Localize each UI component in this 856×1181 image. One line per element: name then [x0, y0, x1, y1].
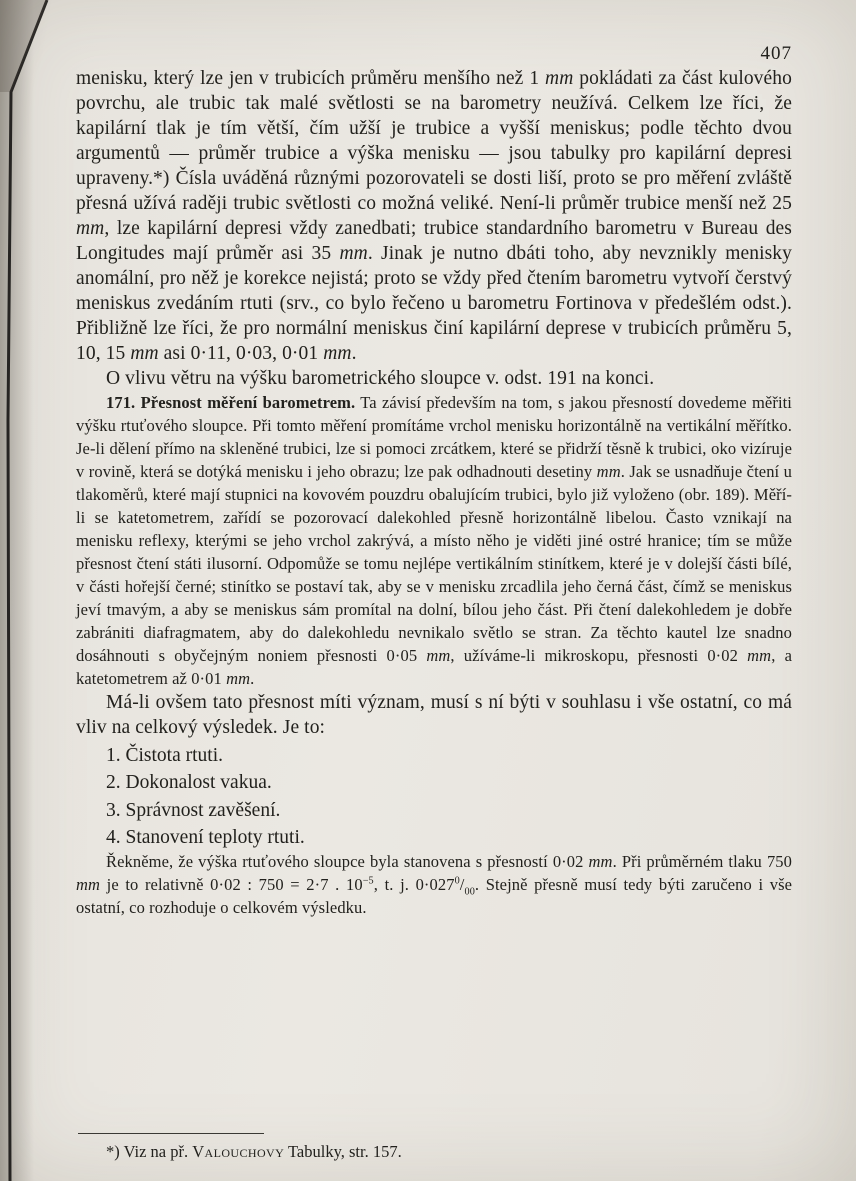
section-171-paragraph: 171. Přesnost měření barometrem. Ta závisí především na tom, s jakou přesností dovedeme měřiti výšku rtuťového sloupce. Při tomto měření promítáme vrchol menisku horizontálně na vertikální měřítko. Je-li dělení přímo na skleněné trubici, lze si pomoci zrcátkem, které se přidrží těsně k trubici, oko vizíruje v rovině, která se dotýká menisku i jeho obrazu; lze pak odhadnouti desetiny mm. Jak se usnadňuje čtení u tlakoměrů, které mají stupnici na kovovém pouzdru obalujícím trubici, bylo již vyloženo (obr. 189). Měří-li se katetometrem, zařídí se pozorovací dalekohled přesně horizontálně libelou. Často vznikají na menisku reflexy, kterými se jeho vrchol zakrývá, a místo něho je viděti jiné ostré hranice; tím se může přesnost čtení státi ilusorní. Odpomůže se tomu nejlépe vertikálním stinítkem, které je v dolejší části bílé, v části hořejší černé; stinítko se postaví tak, aby se v menisku zrcadlila jeho černá část, čímž se meniskus jeví tmavým, a aby se meniskus sám promítal na dolní, bílou jeho část. Při čtení dalekohledem je dobře zabrániti diafragmatem, aby do dalekohledu nevnikalo světlo se stran. Za těchto kautel lze snadno dosáhnouti s obyčejným noniem přesnosti 0·05 mm, užíváme-li mikroskopu, přesnosti 0·02 mm, a katetometrem až 0·01 mm.	[76, 393, 792, 688]
paragraph-precision-intro: Má-li ovšem tato přesnost míti význam, musí s ní býti v souhlasu i vše ostatní, co má vliv na celkový výsledek. Je to:	[76, 692, 792, 738]
condition-item-2: 2. Dokonalost vakua.	[106, 772, 272, 793]
condition-item-4: 4. Stanovení teploty rtuti.	[106, 827, 305, 848]
page-number: 407	[760, 43, 792, 64]
paragraph-capillary-depression: menisku, který lze jen v trubicích průměru menšího než 1 mm pokládati za část kulového povrchu, ale trubic tak malé světlosti se na barometry neužívá. Celkem lze říci, že kapilární tlak je tím větší, čím užší je trubice a vyšší meniskus; podle těchto dvou argumentů — průměr trubice a výška menisku — jsou tabulky pro kapilární depresi upraveny.*) Čísla uváděná různými pozorovateli se dosti liší, proto se pro měření zvláště přesná užívá raději trubic světlosti co možná veliké. Není-li průměr trubice menší než 25 mm, lze kapilární depresi vždy zanedbati; trubice standardního barometru v Bureau des Longitudes mají průměr asi 35 mm. Jinak je nutno dbáti toho, aby nevznikly menisky anomální, pro něž je korekce nejistá; proto se vždy před čtením barometru vytvoří čerstvý meniskus zvedáním rtuti (srv., co bylo řečeno u barometru Fortinova v předešlém odst.). Přibližně lze říci, že pro normální meniskus činí kapilární deprese v trubicích průměru 5, 10, 15 mm asi 0·11, 0·03, 0·01 mm.	[76, 68, 792, 364]
footnote-area	[76, 1133, 792, 1163]
paragraph-example-calculation: Řekněme, že výška rtuťového sloupce byla stanovena s přesností 0·02 mm. Při průměrném tlaku 750 mm je to relativně 0·02 : 750 = 2·7 . $10^{-5}$, t. j. $0\cdot 027^0/_{00}$. Stejně přesně musí tedy býti zaručeno i vše ostatní, co rozhoduje o celkovém výsledku.	[76, 852, 793, 917]
paragraph-wind-note: O vlivu větru na výšku barometrického sloupce v. odst. 191 na konci.	[106, 368, 655, 389]
condition-item-3: 3. Správnost zavěšení.	[106, 799, 281, 821]
footnote-rule	[78, 1133, 264, 1134]
footnote-text: *) Viz na př. Valouchovy Tabulky, str. 157.	[106, 1142, 402, 1161]
conditions-list	[76, 743, 792, 851]
condition-item-1: 1. Čistota rtuti.	[106, 744, 223, 766]
